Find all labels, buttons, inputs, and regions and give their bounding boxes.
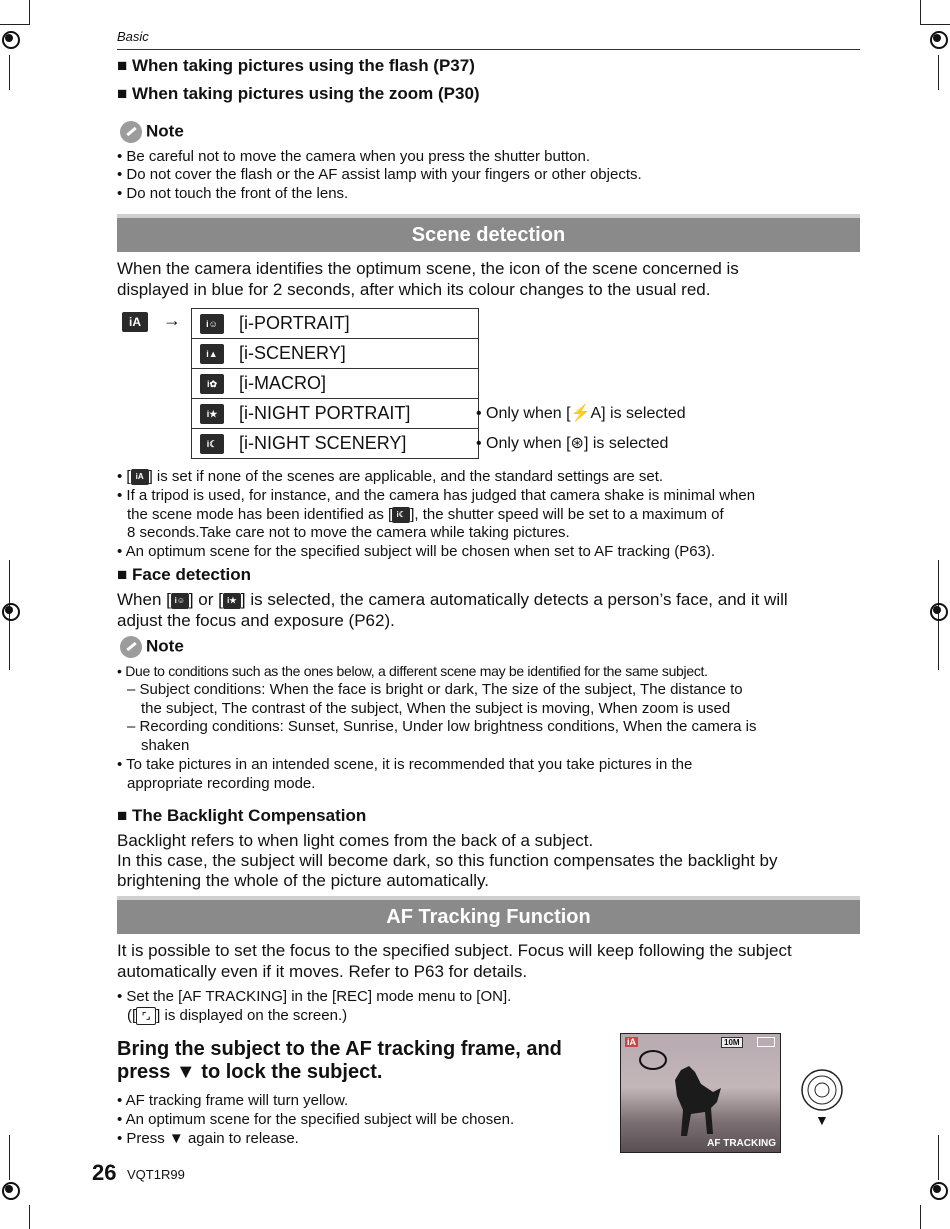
control-dial-icon <box>800 1068 844 1112</box>
backlight-text: In this case, the subject will become dark, so this function compensates the backlight by <box>117 851 778 870</box>
crop-mark <box>920 24 950 25</box>
scene-bullet: • [ iA ] is set if none of the scenes are applicable, and the standard settings are set. <box>117 468 664 485</box>
i-macro-icon: i✿ <box>200 374 224 394</box>
note-title: Note <box>146 636 184 656</box>
af-tracking-icon: ⌜⌟ <box>136 1007 156 1025</box>
camera-screen-illustration <box>620 1033 781 1153</box>
scene-detection-title: Scene detection <box>117 214 860 252</box>
af-setting-line: • Set the [AF TRACKING] in the [REC] mode menu to [ON]. <box>117 988 512 1005</box>
table-row <box>192 399 479 429</box>
dog-silhouette <box>661 1062 731 1142</box>
note-item: shaken <box>141 737 190 754</box>
down-arrow-icon: ▼ <box>815 1112 829 1128</box>
step-instruction: Bring the subject to the AF tracking frame, and <box>117 1038 562 1060</box>
scene-bullet: • An optimum scene for the specified subject will be chosen when set to AF tracking (P63). <box>117 543 716 560</box>
scene-label: [i-NIGHT PORTRAIT] <box>239 402 411 423</box>
scene-bullet-continued: the scene mode has been identified as [ i☾ ], the shutter speed will be set to a maximum of <box>127 506 724 523</box>
backlight-heading: ■ The Backlight Compensation <box>117 806 367 825</box>
registration-mark <box>0 29 22 51</box>
note-item: • To take pictures in an intended scene, it is recommended that you take pictures in the <box>117 756 693 773</box>
note-item: – Recording conditions: Sunset, Sunrise, Under low brightness conditions, When the camera is <box>127 718 757 735</box>
table-row <box>192 429 479 459</box>
i-night-scenery-icon: i☾ <box>392 507 410 523</box>
document-code: VQT1R99 <box>127 1167 185 1182</box>
note-item: • Do not cover the flash or the AF assist lamp with your fingers or other objects. <box>117 166 642 183</box>
registration-mark <box>928 29 950 51</box>
step-result: • Press ▼ again to release. <box>117 1130 299 1147</box>
crop-mark <box>920 1205 921 1229</box>
table-row <box>192 369 479 399</box>
image-size-badge: 10M <box>721 1037 743 1048</box>
step-instruction: press ▼ to lock the subject. <box>117 1061 383 1083</box>
battery-icon <box>757 1037 775 1047</box>
note-item: • Be careful not to move the camera when you press the shutter button. <box>117 148 591 165</box>
i-portrait-icon: i☺ <box>171 593 189 609</box>
step-result: • An optimum scene for the specified subject will be chosen. <box>117 1111 515 1128</box>
pencil-note-icon <box>120 636 142 658</box>
note-item: appropriate recording mode. <box>127 775 316 792</box>
page-number: 26 <box>92 1160 117 1185</box>
note-heading <box>120 121 184 143</box>
scene-bullet: • If a tripod is used, for instance, and the camera has judged that camera shake is minimal when <box>117 487 756 504</box>
registration-mark <box>0 1180 22 1202</box>
flash-condition-note: • Only when [⚡A] is selected <box>476 405 686 422</box>
scene-bullet-continued: 8 seconds.Take care not to move the camera while taking pictures. <box>127 524 570 541</box>
backlight-text: Backlight refers to when light comes from the back of a subject. <box>117 831 594 850</box>
note-item: the subject, The contrast of the subject, When the subject is moving, When zoom is used <box>141 700 731 717</box>
header-rule <box>117 49 860 50</box>
af-tracking-title: AF Tracking Function <box>117 896 860 934</box>
crop-mark <box>29 0 30 25</box>
table-row <box>192 309 479 339</box>
crop-mark <box>9 55 10 90</box>
section-label: Basic <box>117 29 149 44</box>
i-night-scenery-icon: i☾ <box>200 434 224 454</box>
face-detection-text: When [ i☺ ] or [ i★ ] is selected, the camera automatically detects a person’s face, and it will <box>117 590 788 609</box>
af-tracking-overlay: AF TRACKING <box>707 1138 776 1149</box>
scene-label: [i-SCENERY] <box>239 342 346 363</box>
mode-badge: iA <box>627 1037 636 1047</box>
note-heading <box>120 636 184 658</box>
registration-mark <box>0 601 22 623</box>
registration-mark <box>928 1180 950 1202</box>
crop-mark <box>938 55 939 90</box>
intelligent-auto-icon: iA <box>131 469 149 485</box>
table-row <box>192 339 479 369</box>
registration-mark <box>928 601 950 623</box>
backlight-text: brightening the whole of the picture automatically. <box>117 871 490 890</box>
scene-intro-line: displayed in blue for 2 seconds, after which its colour changes to the usual red. <box>117 280 711 299</box>
i-night-portrait-icon: i★ <box>223 593 241 609</box>
note-item: • Do not touch the front of the lens. <box>117 185 349 202</box>
crop-mark <box>920 0 921 25</box>
intelligent-auto-icon: iA <box>122 312 148 332</box>
note-title: Note <box>146 121 184 141</box>
scene-label: [i-MACRO] <box>239 372 327 393</box>
scene-table <box>191 308 479 459</box>
scene-label: [i-NIGHT SCENERY] <box>239 432 407 453</box>
i-portrait-icon: i☺ <box>200 314 224 334</box>
step-result: • AF tracking frame will turn yellow. <box>117 1092 349 1109</box>
i-night-portrait-icon: i★ <box>200 404 224 424</box>
arrow: → <box>163 310 181 330</box>
flash-off-condition-note: • Only when [⊛] is selected <box>476 435 669 452</box>
crop-mark <box>938 1135 939 1180</box>
af-setting-line: ([ ⌜⌟ ] is displayed on the screen.) <box>127 1007 348 1024</box>
pencil-note-icon <box>120 121 142 143</box>
scene-intro-line: When the camera identifies the optimum scene, the icon of the scene concerned is <box>117 259 739 278</box>
af-intro-line: automatically even if it moves. Refer to P63 for details. <box>117 962 528 981</box>
crop-mark <box>0 24 30 25</box>
af-intro-line: It is possible to set the focus to the specified subject. Focus will keep following the subject <box>117 941 792 960</box>
face-detection-heading: ■ Face detection <box>117 565 252 584</box>
zoom-reference: ■ When taking pictures using the zoom (P30) <box>117 84 480 103</box>
note-item: • Due to conditions such as the ones below, a different scene may be identified for the same subject. <box>117 663 708 679</box>
scene-label: [i-PORTRAIT] <box>239 312 350 333</box>
crop-mark <box>9 1135 10 1180</box>
flash-reference: ■ When taking pictures using the flash (P37) <box>117 56 475 75</box>
note-item: – Subject conditions: When the face is bright or dark, The size of the subject, The distance to <box>127 681 743 698</box>
face-detection-text: adjust the focus and exposure (P62). <box>117 611 395 630</box>
crop-mark <box>29 1205 30 1229</box>
i-scenery-icon: i▲ <box>200 344 224 364</box>
